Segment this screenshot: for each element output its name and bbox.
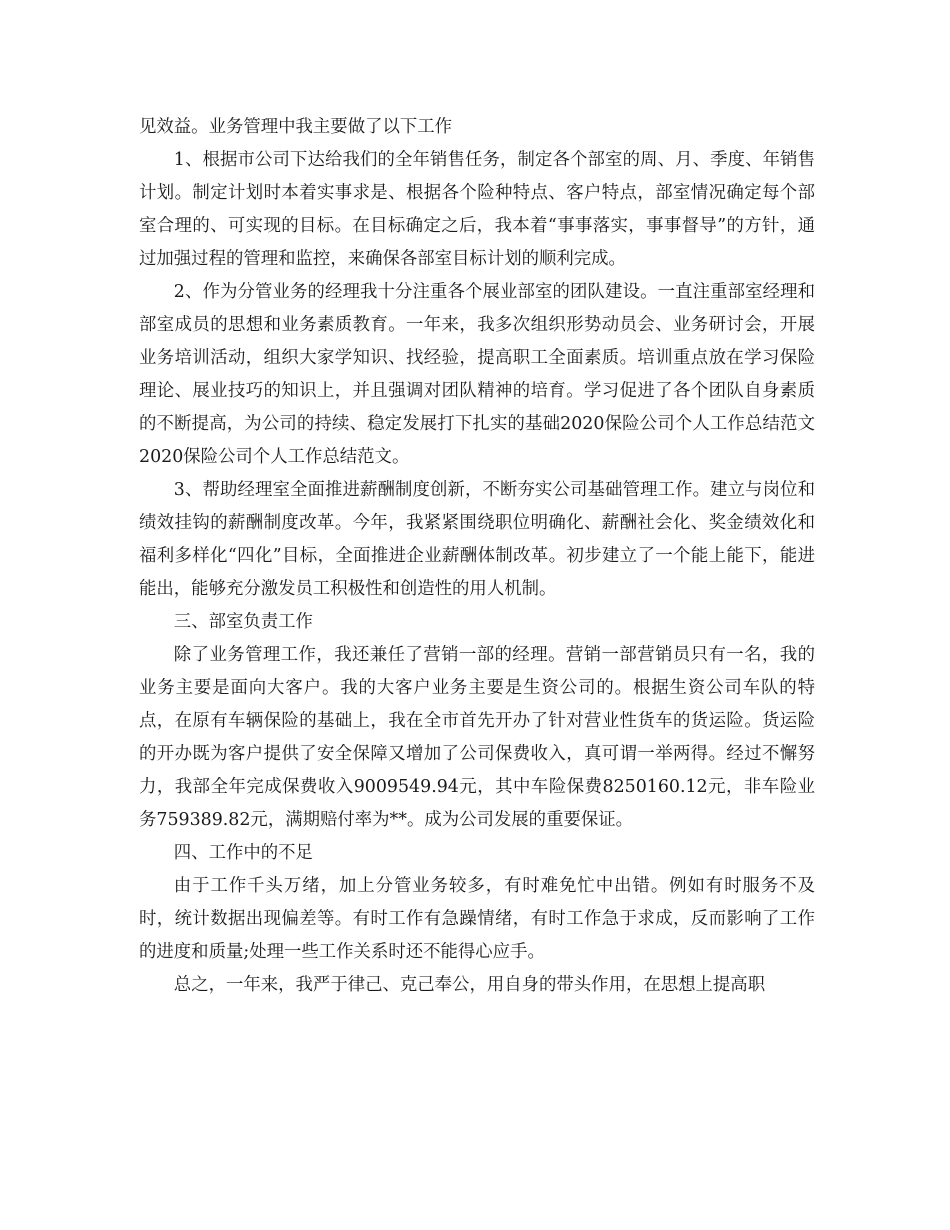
item-2-paragraph: 2、作为分管业务的经理我十分注重各个展业部室的团队建设。一直注重部室经理和部室成员的思想和业务素质教育。一年来，我多次组织形势动员会、业务研讨会，开展业务培训活动，组织大家学知识、找经验，提高职工全面素质。培训重点放在学习保险理论、展业技巧的知识上，并且强调对团队精神的培育。学习促进了各个团队自身素质的不断提高，为公司的持续、稳定发展打下扎实的基础2020保险公司个人工作总结范文2020保险公司个人工作总结范文。 [139,282,815,467]
item-1-paragraph: 1、根据市公司下达给我们的全年销售任务，制定各个部室的周、月、季度、年销售计划。制定计划时本着实事求是、根据各个险种特点、客户特点，部室情况确定每个部室合理的、可实现的目标。在目标确定之后，我本着“事事落实，事事督导”的方针，通过加强过程的管理和监控，来确保各部室目标计划的顺利完成。 [139,150,815,269]
section-4-heading: 四、工作中的不足 [173,843,313,863]
conclusion-paragraph: 总之，一年来，我严于律己、克己奉公，用自身的带头作用，在思想上提高职 [173,975,766,995]
section-3-paragraph: 除了业务管理工作，我还兼任了营销一部的经理。营销一部营销员只有一名，我的业务主要是面向大客户。我的大客户业务主要是生资公司的。根据生资公司车队的特点，在原有车辆保险的基础上，我在全市首先开办了针对营业性货车的货运险。货运险的开办既为客户提供了安全保障又增加了公司保费收入，真可谓一举两得。经过不懈努力，我部全年完成保费收入9009549.94元，其中车险保费8250160.12元，非车险业务759389.82元，满期赔付率为**。成为公司发展的重要保证。 [139,645,815,830]
section-4-paragraph: 由于工作千头万绪，加上分管业务较多，有时难免忙中出错。例如有时服务不及时，统计数据出现偏差等。有时工作有急躁情绪，有时工作急于求成，反而影响了工作的进度和质量;处理一些工作关系时还不能得心应手。 [139,876,815,962]
document-page [139,111,815,1002]
intro-line: 见效益。业务管理中我主要做了以下工作 [139,117,453,137]
section-3-heading: 三、部室负责工作 [173,612,313,632]
item-3-paragraph: 3、帮助经理室全面推进薪酬制度创新，不断夯实公司基础管理工作。建立与岗位和绩效挂钩的薪酬制度改革。今年，我紧紧围绕职位明确化、薪酬社会化、奖金绩效化和福利多样化“四化”目标，全面推进企业薪酬体制改革。初步建立了一个能上能下，能进能出，能够充分激发员工积极性和创造性的用人机制。 [139,480,815,599]
